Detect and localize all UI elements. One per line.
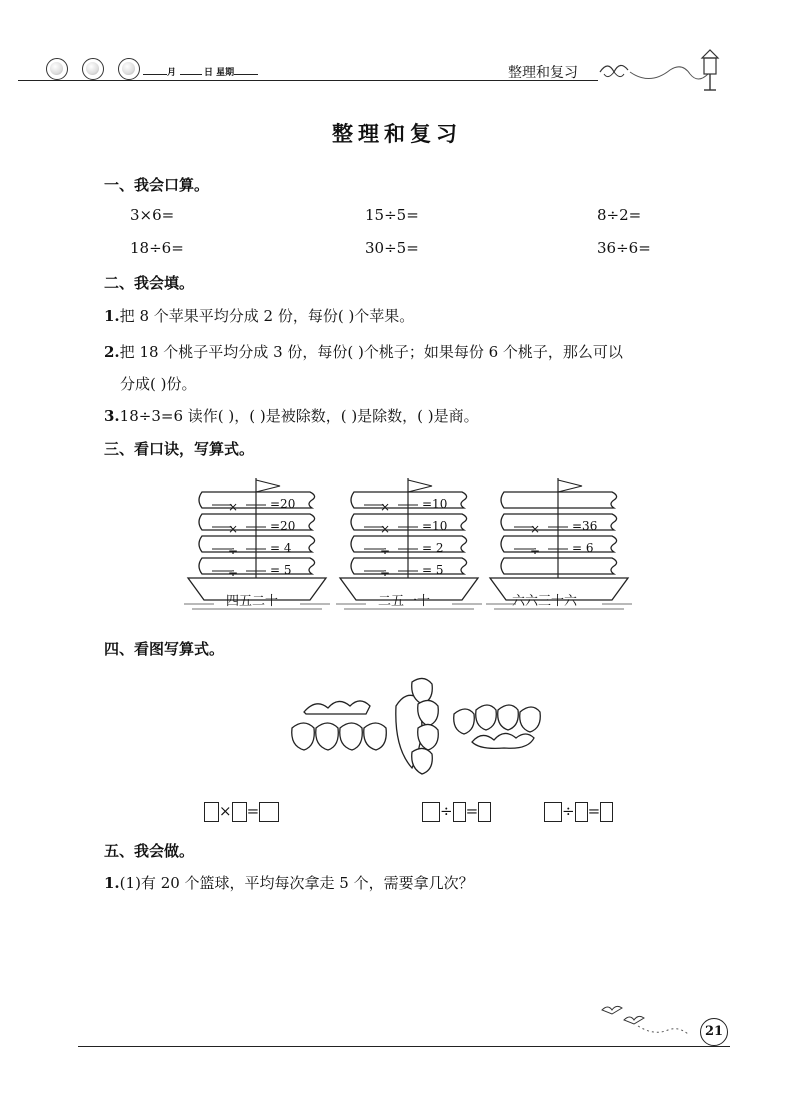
operator: × [219, 802, 232, 820]
header-title: 整理和复习 [508, 65, 578, 81]
operator: = [246, 802, 260, 820]
boat3-op: ÷ [530, 544, 541, 558]
operator: = [465, 802, 479, 820]
boat2-op: ÷ [380, 544, 391, 558]
answer-box[interactable] [259, 802, 279, 822]
answer-box[interactable] [204, 802, 219, 822]
boat1-result: = 4 [270, 541, 292, 555]
equation-1 [204, 802, 279, 822]
section2-heading: 二、我会填。 [104, 274, 195, 292]
calc-item: 3×6= [130, 206, 175, 224]
equation-2 [422, 802, 491, 822]
boat3-result: =36 [572, 519, 598, 533]
question-number: 1. [104, 307, 120, 325]
weekday-label: 星期 [216, 68, 235, 78]
day-label: 日 [204, 68, 214, 78]
section3-heading: 三、看口诀，写算式。 [104, 440, 255, 458]
answer-box[interactable] [453, 802, 466, 822]
boat1-op: ÷ [228, 544, 239, 558]
smiley-face-icon [46, 58, 68, 80]
answer-box[interactable] [600, 802, 613, 822]
boat1-mnemonic: 四五二十 [226, 594, 279, 609]
operator: ÷ [562, 802, 575, 820]
section4-heading: 四、看图写算式。 [104, 640, 225, 658]
boat3-mnemonic: 六六三十六 [512, 594, 578, 609]
question-2-2 [104, 341, 623, 362]
section5-heading: 五、我会做。 [104, 842, 195, 860]
question-number: 2. [104, 343, 120, 361]
boat2-result: =10 [422, 497, 448, 511]
answer-box[interactable] [422, 802, 440, 822]
boat3-op: × [530, 522, 541, 536]
question-number: 3. [104, 407, 120, 425]
boat2-result: =10 [422, 519, 448, 533]
footer-rule [78, 1046, 730, 1047]
calc-item: 30÷5= [365, 239, 419, 257]
month-label: 月 [167, 68, 177, 78]
question-2-2-cont: 分成( )份。 [120, 375, 197, 393]
strawberries-picture [286, 676, 558, 780]
boat2-op: × [380, 522, 391, 536]
page-title: 整理和复习 [332, 121, 462, 146]
question-text: 把 8 个苹果平均分成 2 份，每份( )个苹果。 [119, 307, 415, 325]
boat3-result: = 6 [572, 541, 594, 555]
question-number: 1. [104, 874, 120, 892]
butterfly-trail-decoration-icon [594, 1000, 698, 1040]
boat2-mnemonic: 二五一十 [378, 594, 431, 609]
boat2-result: = 2 [422, 541, 444, 555]
operator: = [587, 802, 601, 820]
answer-box[interactable] [575, 802, 588, 822]
neutral-face-icon [82, 58, 104, 80]
sad-face-icon [118, 58, 140, 80]
question-2-1 [104, 305, 414, 326]
calc-item: 36÷6= [597, 239, 651, 257]
boat1-op: × [228, 500, 239, 514]
answer-box[interactable] [232, 802, 247, 822]
question-2-3 [104, 405, 479, 426]
boat1-op: ÷ [228, 566, 239, 580]
boat2-result: = 5 [422, 563, 444, 577]
calc-item: 8÷2= [597, 206, 642, 224]
calc-item: 15÷5= [365, 206, 419, 224]
question-text: 18÷3=6 读作( )，( )是被除数，( )是除数，( )是商。 [119, 407, 479, 425]
boat1-result: =20 [270, 497, 296, 511]
boat2-op: × [380, 500, 391, 514]
page-number: 21 [700, 1018, 728, 1046]
butterfly-lamp-decoration-icon [592, 44, 732, 94]
equation-3 [544, 802, 613, 822]
answer-box[interactable] [544, 802, 562, 822]
question-text: 把 18 个桃子平均分成 3 份，每份( )个桃子；如果每份 6 个桃子，那么可以 [119, 343, 623, 361]
question-text: (1)有 20 个篮球，平均每次拿走 5 个，需要拿几次？ [119, 874, 474, 892]
operator: ÷ [440, 802, 453, 820]
calc-item: 18÷6= [130, 239, 184, 257]
answer-box[interactable] [478, 802, 491, 822]
boat2-op: ÷ [380, 566, 391, 580]
section1-heading: 一、我会口算。 [104, 176, 210, 194]
date-fill-row [143, 64, 258, 78]
question-5-1 [104, 872, 474, 893]
boat1-result: =20 [270, 519, 296, 533]
boat1-result: = 5 [270, 563, 292, 577]
boat1-op: × [228, 522, 239, 536]
